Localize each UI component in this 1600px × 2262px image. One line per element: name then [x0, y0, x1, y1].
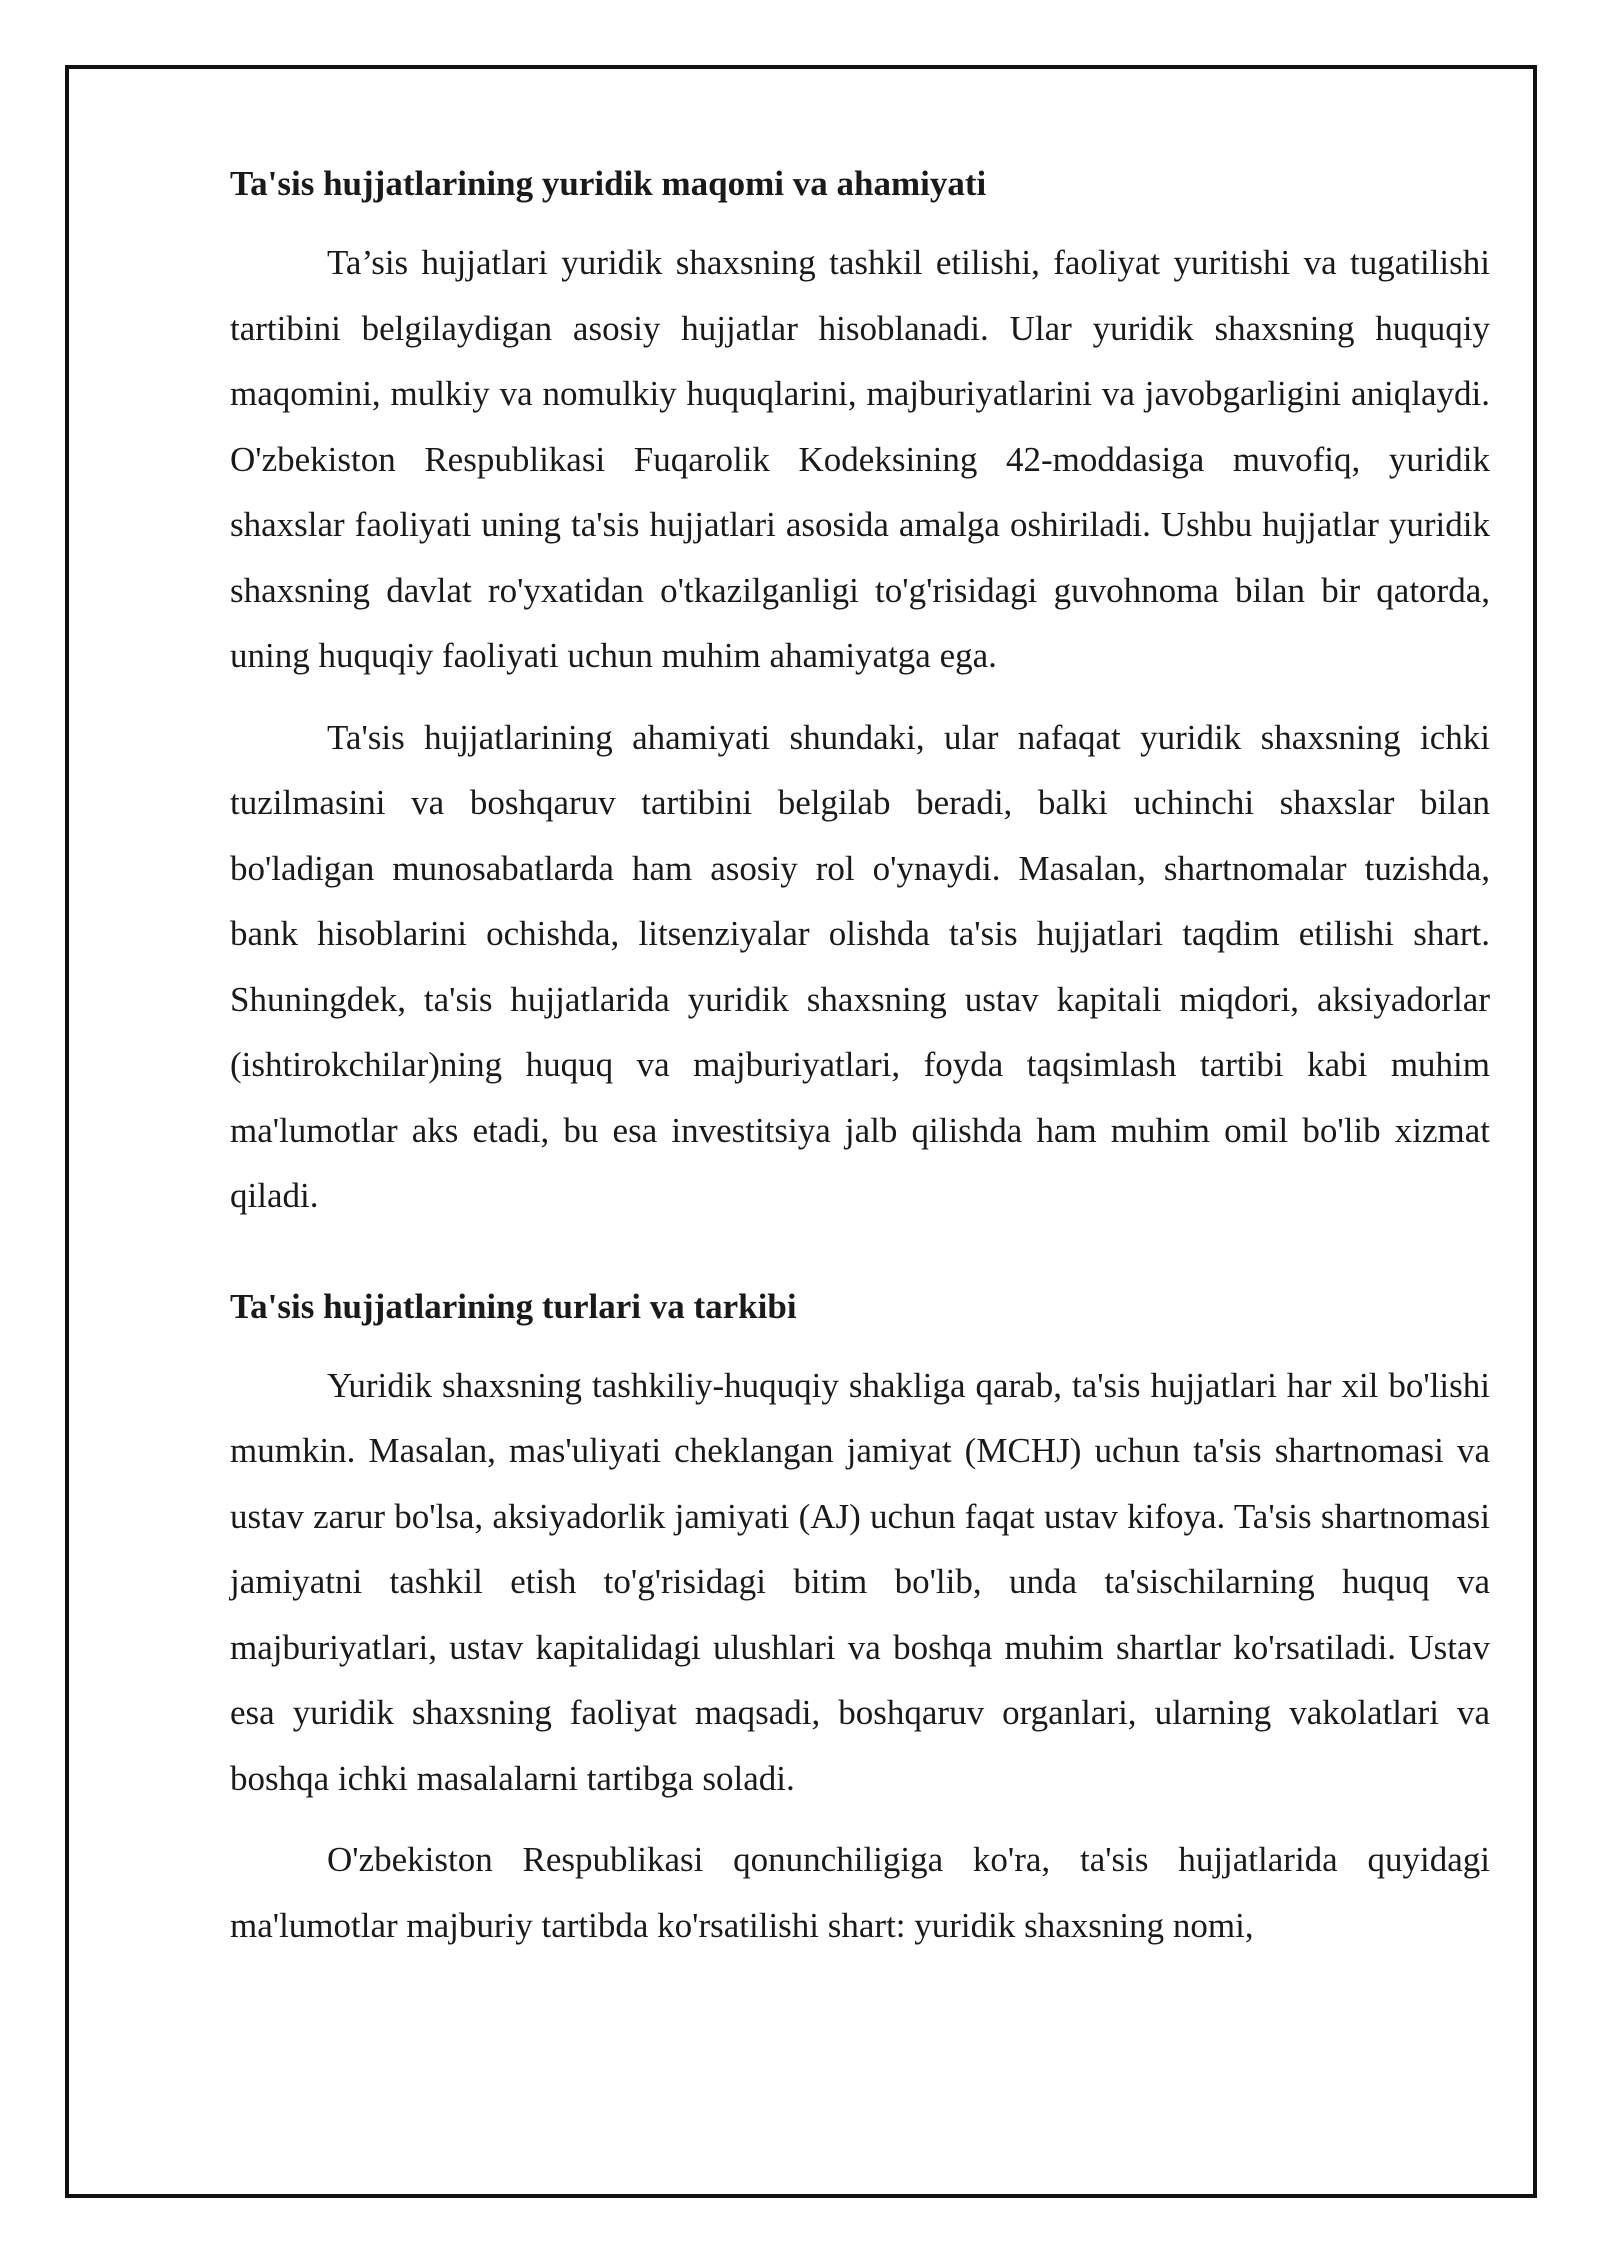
document-body	[230, 160, 1490, 1974]
paragraph-importance: Ta'sis hujjatlarining ahamiyati shundaki, ular nafaqat yuridik shaxsning ichki tuzilmasini va boshqaruv tartibini belgilab beradi, balki uchinchi shaxslar bilan bo'ladigan munosabatlarda ham asosiy rol o'ynaydi. Masalan, shartnomalar tuzishda, bank hisoblarini ochishda, litsenziyalar olishda ta'sis hujjatlari taqdim etilishi shart. Shuningdek, ta'sis hujjatlarida yuridik shaxsning ustav kapitali miqdori, aksiyadorlar (ishtirokchilar)ning huquq va majburiyatlari, foyda taqsimlash tartibi kabi muhim ma'lumotlar aks etadi, bu esa investitsiya jalb qilishda ham muhim omil bo'lib xizmat qiladi.	[230, 717, 1490, 1215]
section-heading-types: Ta'sis hujjatlarining turlari va tarkibi	[230, 1286, 797, 1326]
paragraph-types: Yuridik shaxsning tashkiliy-huquqiy shakliga qarab, ta'sis hujjatlari har xil bo'lishi mumkin. Masalan, mas'uliyati cheklangan jamiyat (MCHJ) uchun ta'sis shartnomasi va ustav zarur bo'lsa, aksiyadorlik jamiyati (AJ) uchun faqat ustav kifoya. Ta'sis shartnomasi jamiyatni tashkil etish to'g'risidagi bitim bo'lib, unda ta'sischilarning huquq va majburiyatlari, ustav kapitalidagi ulushlari va boshqa muhim shartlar ko'rsatiladi. Ustav esa yuridik shaxsning faoliyat maqsadi, boshqaruv organlari, ularning vakolatlari va boshqa ichki masalalarni tartibga soladi.	[230, 1365, 1490, 1798]
paragraph-definition: Ta’sis hujjatlari yuridik shaxsning tashkil etilishi, faoliyat yuritishi va tugatilishi tartibini belgilaydigan asosiy hujjatlar hisoblanadi. Ular yuridik shaxsning huquqiy maqomini, mulkiy va nomulkiy huquqlarini, majburiyatlarini va javobgarligini aniqlaydi. O'zbekiston Respublikasi Fuqarolik Kodeksining 42-moddasiga muvofiq, yuridik shaxslar faoliyati uning ta'sis hujjatlari asosida amalga oshiriladi. Ushbu hujjatlar yuridik shaxsning davlat ro'yxatidan o'tkazilganligi to'g'risidagi guvohnoma bilan bir qatorda, uning huquqiy faoliyati uchun muhim ahamiyatga ega.	[230, 243, 1490, 675]
paragraph-required-info: O'zbekiston Respublikasi qonunchiligiga ko'ra, ta'sis hujjatlarida quyidagi ma'lumotlar majburiy tartibda ko'rsatilishi shart: yuridik shaxsning nomi,	[230, 1840, 1490, 1945]
section-heading-legal-status: Ta'sis hujjatlarining yuridik maqomi va ahamiyati	[230, 164, 987, 203]
